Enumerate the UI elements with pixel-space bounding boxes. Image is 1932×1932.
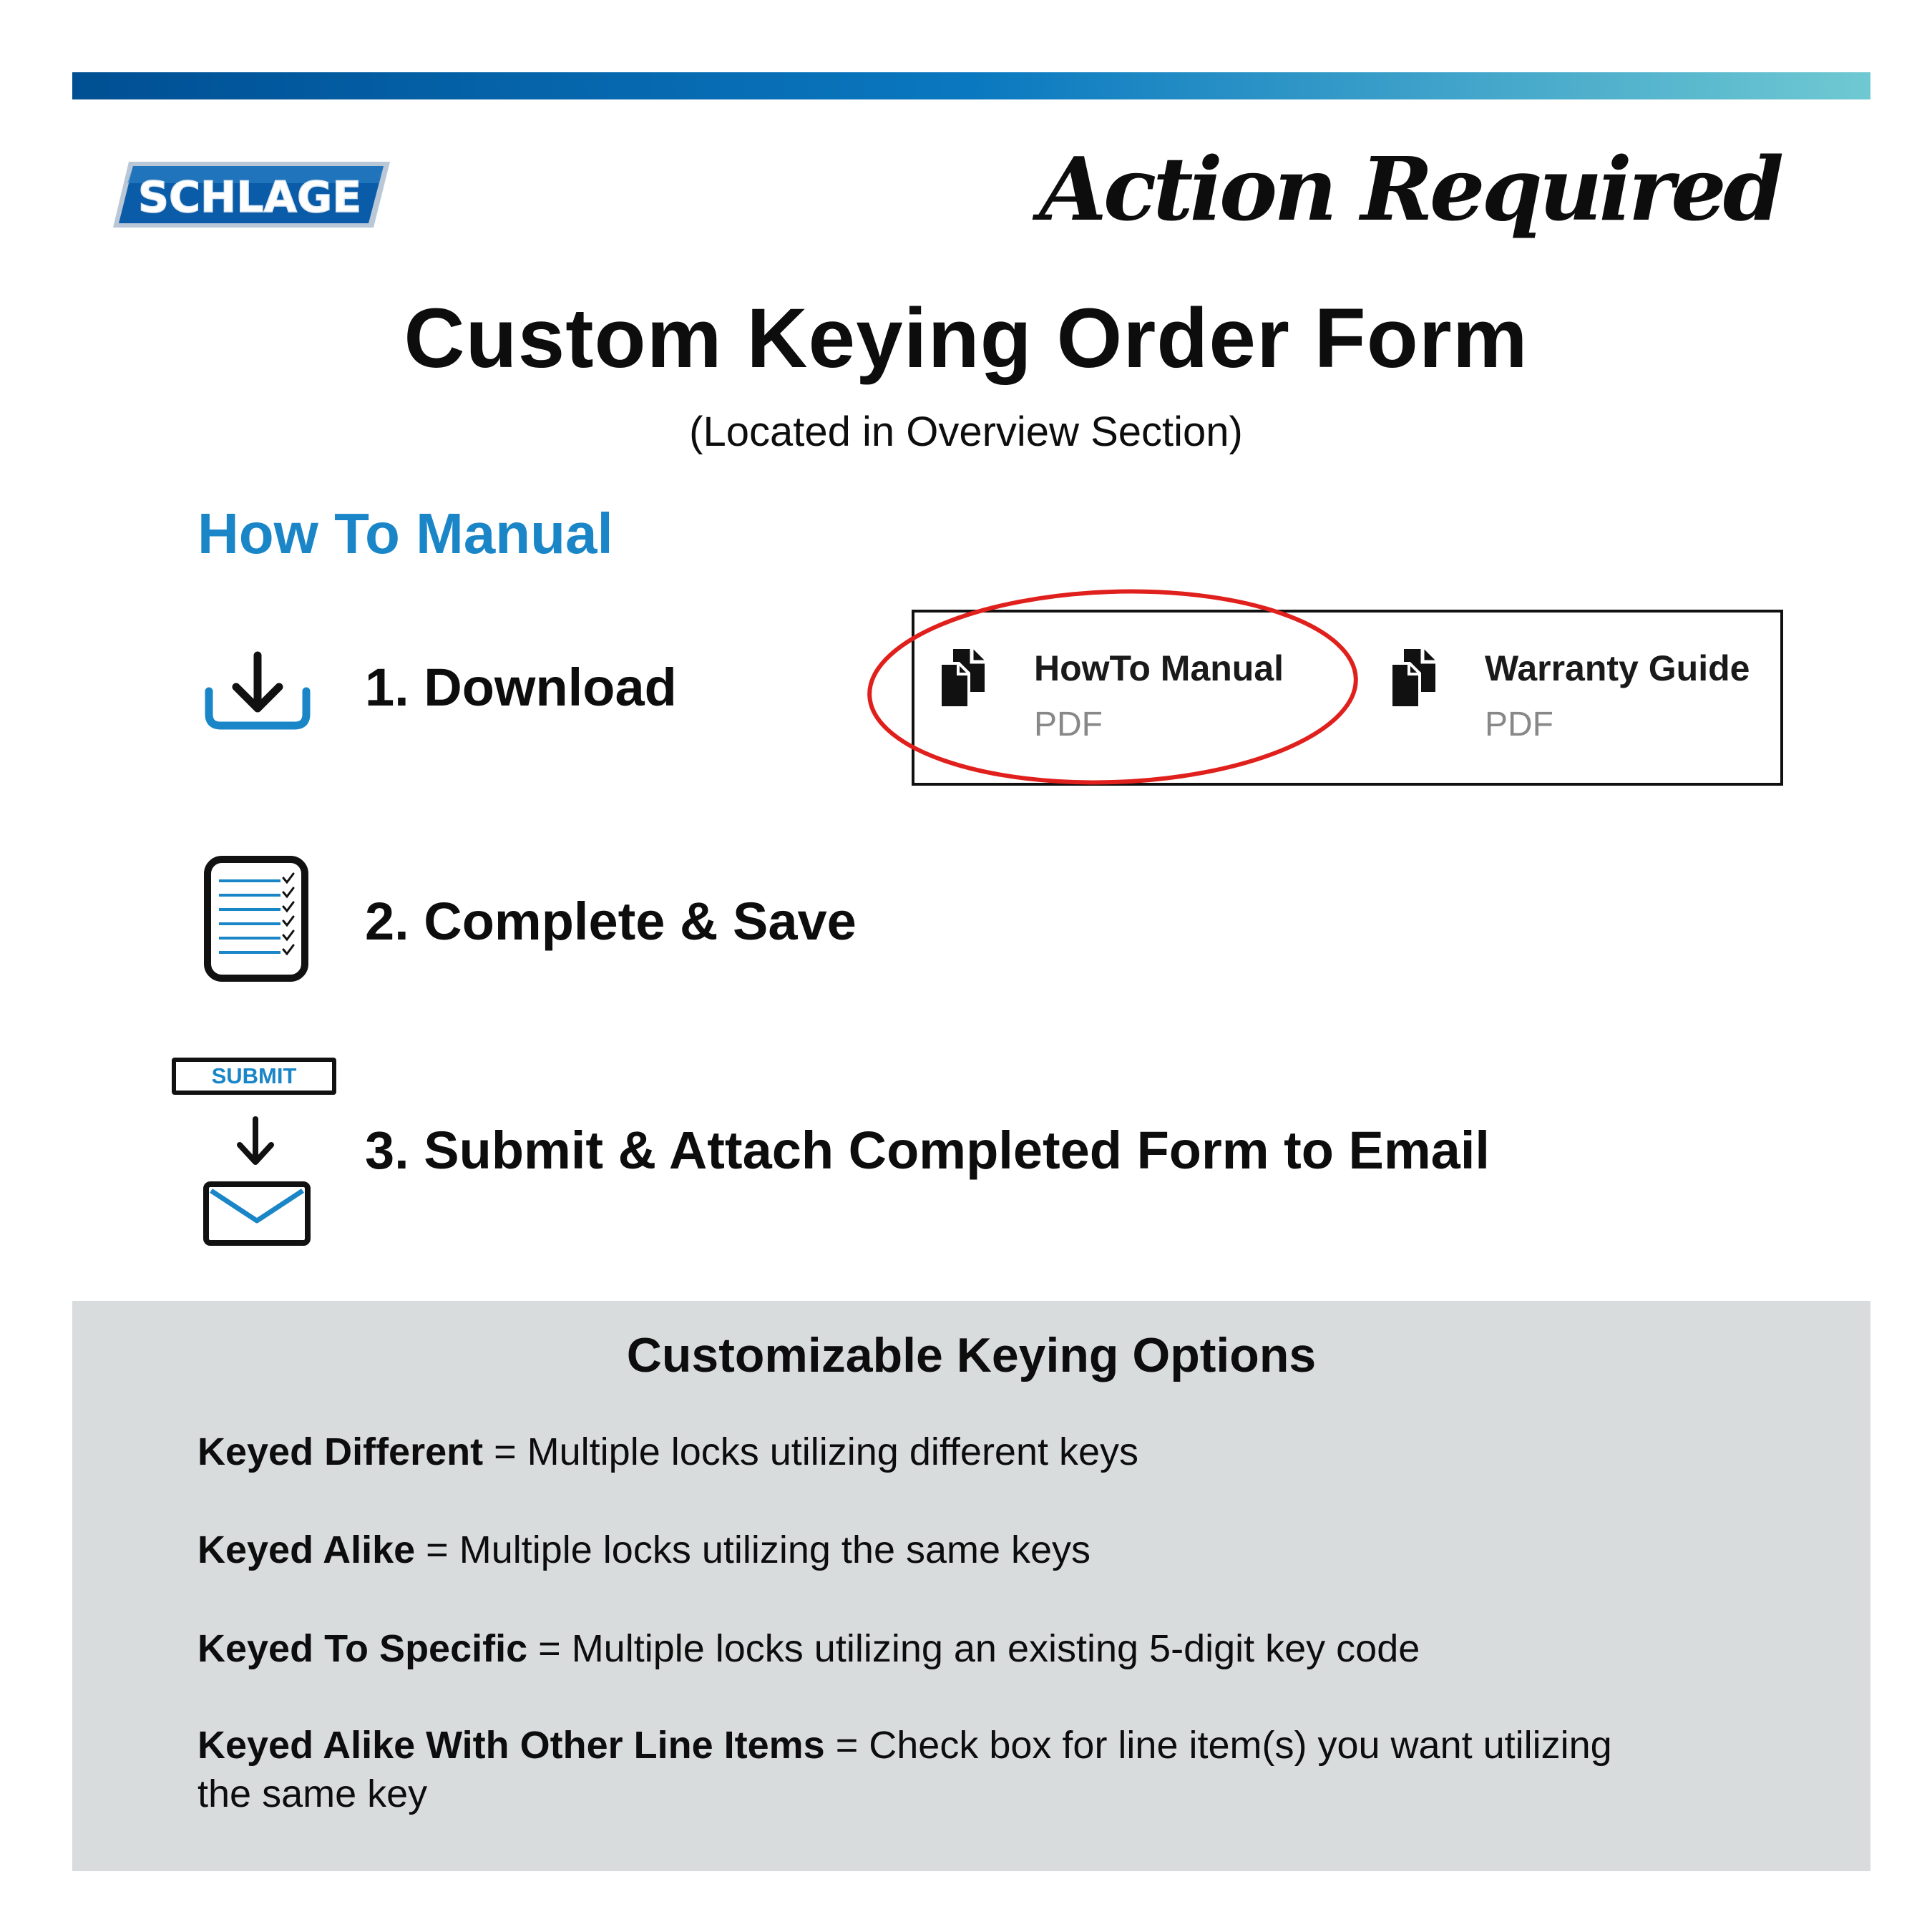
step-download: 1. Download	[365, 658, 677, 717]
option-term: Keyed To Specific	[197, 1627, 528, 1670]
file-type-label: PDF	[1485, 706, 1553, 743]
keying-option	[197, 1624, 1629, 1673]
envelope-icon	[203, 1181, 311, 1246]
top-gradient-bar	[72, 72, 1870, 99]
option-definition: = Check box for line item(s) you want utilizing the same key	[197, 1724, 1612, 1815]
keying-option	[197, 1721, 1629, 1818]
schlage-logo	[107, 159, 397, 230]
document-icon[interactable]	[1388, 648, 1438, 709]
howto-manual-link[interactable]: HowTo Manual	[1034, 648, 1284, 688]
document-icon[interactable]	[937, 648, 987, 709]
page-subtitle: (Located in Overview Section)	[689, 409, 1243, 455]
download-panel	[912, 610, 1783, 786]
option-term: Keyed Alike With Other Line Items	[197, 1724, 825, 1767]
option-definition: = Multiple locks utilizing different keys	[494, 1430, 1139, 1473]
page-title: Custom Keying Order Form	[404, 291, 1528, 386]
submit-button[interactable]: SUBMIT	[172, 1058, 336, 1095]
option-definition: = Multiple locks utilizing an existing 5-digit key code	[538, 1627, 1420, 1670]
action-required-headline: Action Required	[1039, 137, 1780, 240]
keying-option	[197, 1526, 1629, 1574]
section-heading: How To Manual	[197, 502, 613, 565]
warranty-guide-link[interactable]: Warranty Guide	[1485, 648, 1750, 688]
step-complete-save: 2. Complete & Save	[365, 892, 857, 951]
keying-options-title: Customizable Keying Options	[626, 1328, 1317, 1382]
arrow-down-icon	[233, 1116, 278, 1168]
checklist-icon	[203, 855, 309, 982]
keying-option	[197, 1428, 1629, 1476]
option-term: Keyed Alike	[197, 1528, 416, 1571]
download-icon	[200, 650, 315, 736]
svg-text:SCHLAGE: SCHLAGE	[137, 172, 362, 223]
option-definition: = Multiple locks utilizing the same keys	[426, 1528, 1091, 1571]
step-submit-email: 3. Submit & Attach Completed Form to Email	[365, 1121, 1490, 1180]
option-term: Keyed Different	[197, 1430, 484, 1473]
file-type-label: PDF	[1034, 706, 1103, 743]
